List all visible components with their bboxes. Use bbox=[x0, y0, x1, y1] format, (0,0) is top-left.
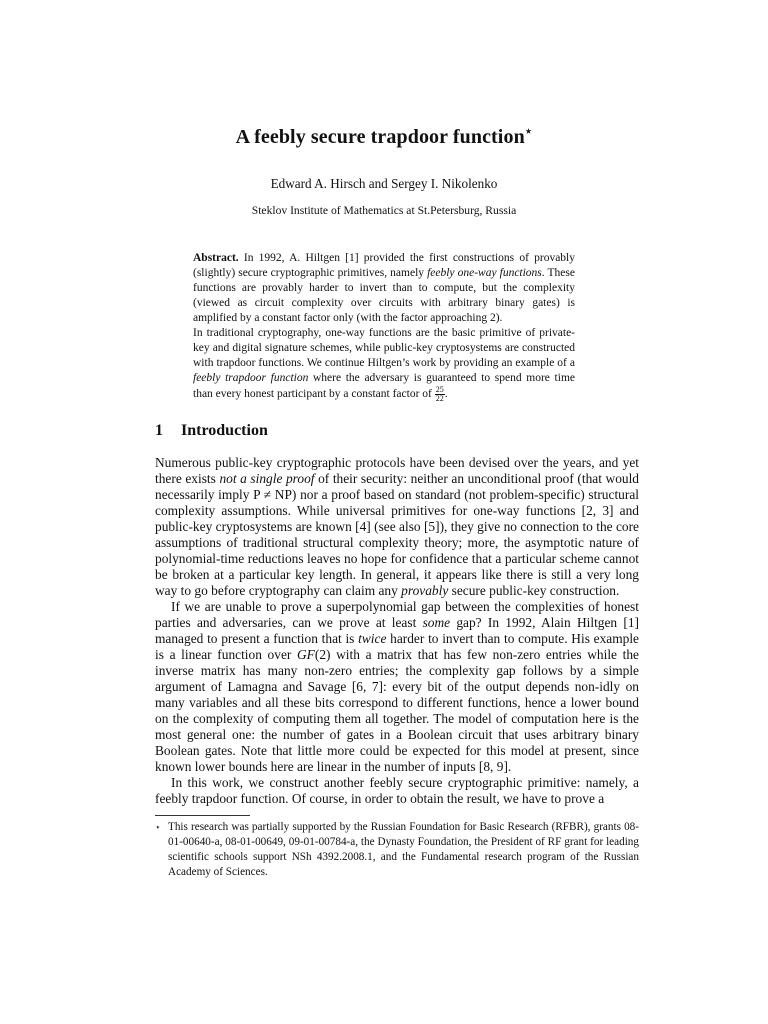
footnote-mark: ⋆ bbox=[155, 822, 161, 832]
section-title: Introduction bbox=[181, 422, 268, 439]
abstract-text: . bbox=[444, 388, 448, 401]
section-heading bbox=[155, 422, 268, 440]
author-list: Edward A. Hirsch and Sergey I. Nikolenko bbox=[270, 176, 498, 191]
body-paragraph-1 bbox=[155, 455, 639, 599]
body-text bbox=[155, 455, 639, 807]
body-text-run: (2) with a matrix that has few non-zero entries while the inverse matrix has many non-zero entries; the complexity gap follows by a simple argument of Lamagna and Savage [6, 7]: every bit of the output depends non-idly on many variables and all these bits correspond to different functions, hence a lower bound on the complexity of computing them all together. The model of computation here is the most general one: the number of gates in a Boolean circuit that uses arbitrary binary Boolean gates. Note that little more could be expected for this model at present, since known lower bounds here are linear in the number of inputs [8, 9]. bbox=[155, 647, 640, 774]
affiliation: Steklov Institute of Mathematics at St.Petersburg, Russia bbox=[251, 204, 517, 217]
body-text-run: gap? In 1992, Alain Hiltgen [1] managed to present a function that is bbox=[155, 615, 639, 646]
body-emphasis: GF bbox=[297, 647, 315, 662]
body-paragraph-2 bbox=[155, 599, 639, 775]
body-text-run: Numerous public-key cryptographic protocols have been devised over the years, and yet there exists bbox=[155, 455, 639, 486]
abstract-emphasis: feebly trapdoor function bbox=[193, 372, 309, 384]
body-text-run: If we are unable to prove a superpolynomial gap between the complexities of honest parties and adversaries, can we prove at least bbox=[155, 599, 639, 630]
body-emphasis: twice bbox=[358, 631, 387, 646]
abstract bbox=[193, 251, 575, 403]
section-number: 1 bbox=[155, 422, 163, 439]
fraction bbox=[435, 386, 445, 403]
fraction-denominator: 22 bbox=[435, 394, 444, 403]
abstract-label: Abstract. bbox=[193, 252, 239, 264]
abstract-text: . These functions are provably harder to invert than to compute, but the complexity (viewed as circuit complexity over circuits with arbitrary binary gates) is amplified by a constant factor only (with the factor approaching 2). bbox=[193, 267, 575, 324]
abstract-paragraph-1 bbox=[193, 251, 575, 326]
footnote-paragraph bbox=[155, 820, 639, 880]
abstract-emphasis: feebly one-way functions bbox=[427, 267, 542, 279]
body-paragraph-3: In this work, we construct another feebly secure cryptographic primitive: namely, a feebly trapdoor function. Of course, in order to obtain the result, we have to prove a bbox=[155, 775, 639, 806]
fraction-numerator: 25 bbox=[435, 385, 444, 394]
footnote bbox=[155, 820, 639, 880]
paper-title bbox=[0, 126, 768, 149]
abstract-text: In 1992, A. Hiltgen [1] provided the first constructions of provably (slightly) secure cryptographic primitives, namely bbox=[193, 252, 575, 279]
body-emphasis: not a single proof bbox=[219, 471, 315, 486]
body-emphasis: some bbox=[422, 615, 451, 630]
footnote-text: This research was partially supported by the Russian Foundation for Basic Research (RFBR), grants 08-01-00640-a, 08-01-00649, 09-01-00784-a, the Dynasty Foundation, the President of RF grant for leading scientific schools support NSh 4392.2008.1, and the Fundamental research program of the Russian Academy of Sciences. bbox=[168, 821, 639, 878]
body-emphasis: provably bbox=[401, 583, 449, 598]
title-footnote-mark: ⋆ bbox=[524, 124, 533, 138]
title-text: A feebly secure trapdoor function bbox=[235, 126, 525, 148]
abstract-paragraph-2 bbox=[193, 326, 575, 403]
body-text-run: harder to invert than to compute. His example is a linear function over bbox=[155, 631, 640, 662]
body-text-run: secure public-key construction. bbox=[448, 583, 620, 598]
footnote-rule bbox=[155, 815, 250, 816]
abstract-text: where the adversary is guaranteed to spend more time than every honest participant by a constant factor of bbox=[193, 372, 575, 401]
body-text-run: of their security: neither an unconditional proof (that would necessarily imply P ≠ NP) nor a proof based on standard (not problem-specific) structural complexity assumptions. While universal primitives for one-way functions [2, 3] and public-key cryptosystems are known [4] (see also [5]), they give no connection to the core assumptions of traditional structural complexity theory; more, the asymptotic nature of polynomial-time reductions leaves no hope for confidence that a particular scheme cannot be broken at a particular key length. In general, it appears like there is still a very long way to go before cryptography can claim any bbox=[155, 471, 640, 598]
abstract-text: In traditional cryptography, one-way functions are the basic primitive of private-key and digital signature schemes, while public-key cryptosystems are constructed with trapdoor functions. We continue Hiltgen’s work by providing an example of a bbox=[193, 327, 575, 369]
